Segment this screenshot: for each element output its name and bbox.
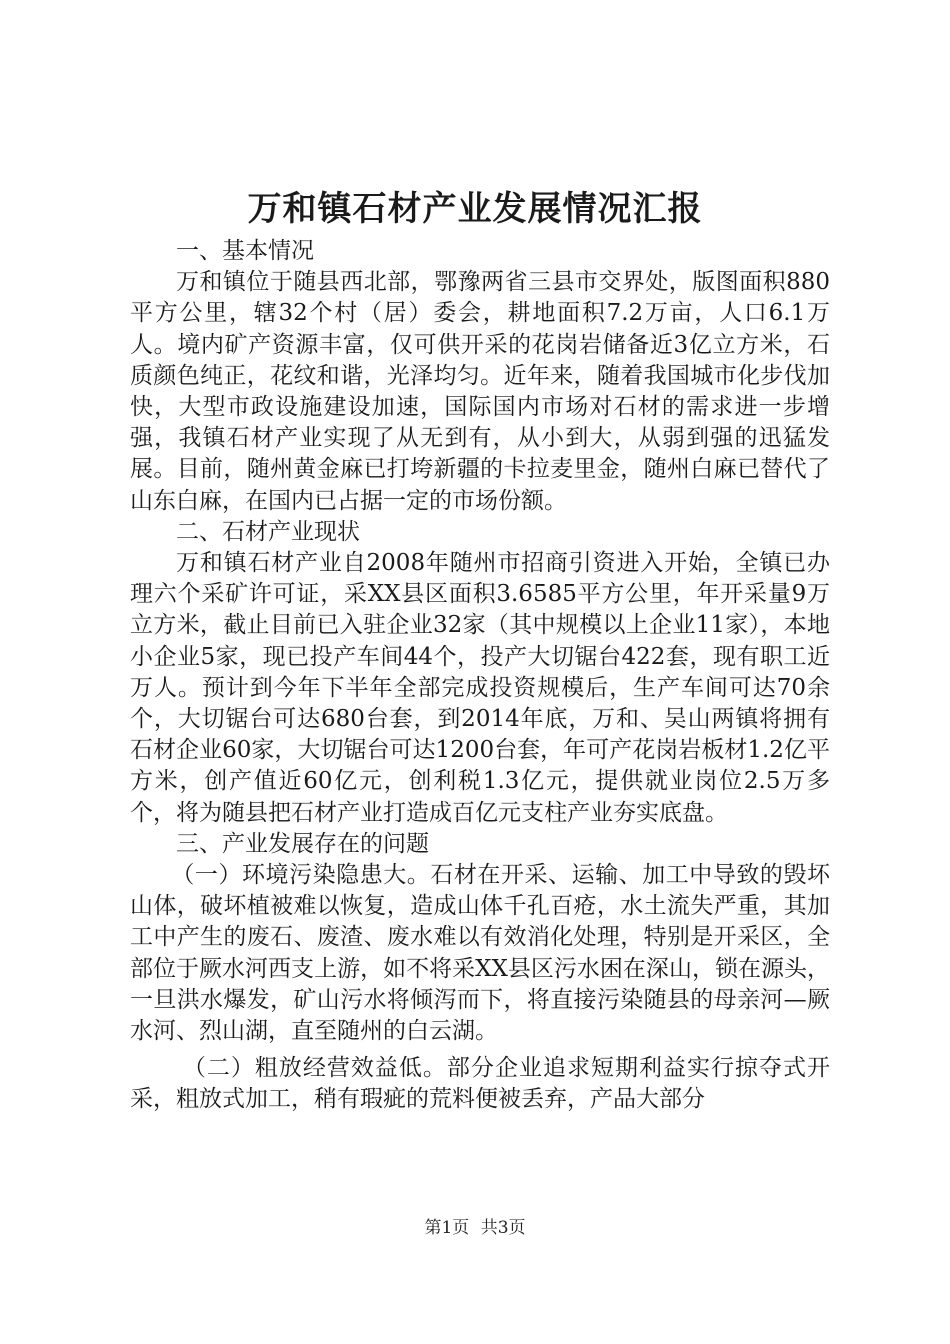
page-footer (0, 1216, 950, 1240)
section-heading-current-status: 二、石材产业现状 (176, 518, 360, 545)
page-number: 第1页 (424, 1218, 470, 1238)
document-title: 万和镇石材产业发展情况汇报 (247, 189, 703, 229)
section-heading-problems: 三、产业发展存在的问题 (176, 830, 429, 857)
paragraph-basic-info: 万和镇位于随县西北部，鄂豫两省三县市交界处，版图面积880平方公里，辖32个村（居）委会，耕地面积7.2万亩，人口6.1万人。境内矿产资源丰富，仅可供开采的花岗岩储备近3亿立方米，石质颜色纯正，花纹和谐，光泽均匀。近年来，随着我国城市化步伐加快，大型市政设施建设加速，国际国内市场对石材的需求进一步增强，我镇石材产业实现了从无到有，从小到大，从弱到强的迅猛发展。目前，随州黄金麻已打垮新疆的卡拉麦里金，随州白麻已替代了山东白麻，在国内已占据一定的市场份额。 (130, 269, 830, 514)
document-body (130, 236, 830, 1116)
paragraph-current-status: 万和镇石材产业自2008年随州市招商引资进入开始，全镇已办理六个采矿许可证，采XX县区面积3.6585平方公里，年开采量9万立方米，截止目前已入驻企业32家（其中规模以上企业11家），本地小企业5家，现已投产车间44个，投产大切锯台422套，现有职工近万人。预计到今年下半年全部完成投资规模后，生产车间可达70余个，大切锯台可达680台套，到2014年底，万和、吴山两镇将拥有石材企业60家，大切锯台可达1200台套，年可产花岗岩板材1.2亿平方米，创产值近60亿元，创利税1.3亿元，提供就业岗位2.5万多个，将为随县把石材产业打造成百亿元支柱产业夯实底盘。 (130, 550, 830, 826)
section-heading-basic-info: 一、基本情况 (176, 238, 314, 264)
paragraph-problem-1: （一）环境污染隐患大。石材在开采、运输、加工中导致的毁坏山体，破坏植被难以恢复，造成山体千孔百疮，水土流失严重，其加工中产生的废石、废渣、废水难以有效消化处理，特别是开采区，全部位于厥水河西支上游，如不将采XX县区污水困在深山，锁在源头，一旦洪水爆发，矿山污水将倾泻而下，将直接污染随县的母亲河—厥水河、烈山湖，直至随州的白云湖。 (130, 862, 830, 1045)
page-total: 共3页 (480, 1218, 526, 1238)
paragraph-problem-2: （二）粗放经营效益低。部分企业追求短期利益实行掠夺式开采，粗放式加工，稍有瑕疵的荒料便被丢弃，产品大部分 (130, 1055, 830, 1113)
